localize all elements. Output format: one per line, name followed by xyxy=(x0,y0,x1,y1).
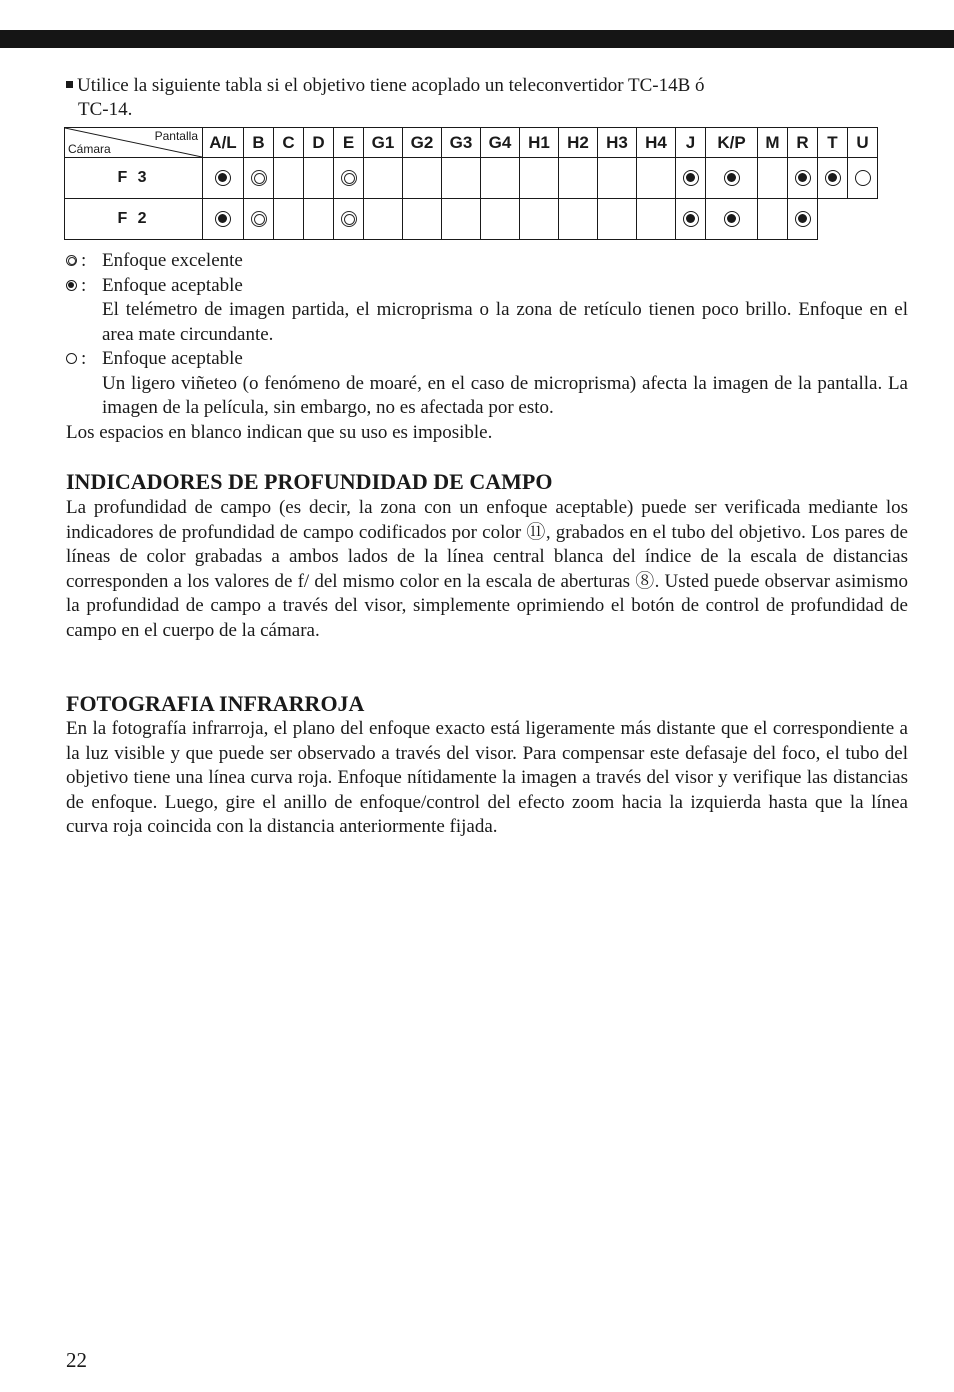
table-cell xyxy=(304,158,334,199)
row-label: F 3 xyxy=(65,158,203,199)
acceptable-focus-icon xyxy=(724,170,740,186)
table-cell xyxy=(442,158,481,199)
table-cell xyxy=(758,199,788,240)
table-cell xyxy=(244,199,274,240)
legend-separator: : xyxy=(81,348,87,369)
table-row xyxy=(65,158,878,199)
focusing-screen-table xyxy=(64,127,878,240)
section-body-depth-of-field: La profundidad de campo (es decir, la zona con un enfoque aceptable) puede ser verificada mediante los indicadores de profundidad de campo codificados por color ⑪, grabados en el tubo del objetivo. Los pares de líneas de color grabadas a ambos lados de la línea central blanca del índice de la escala de distancias corresponden a los valores de f/ del mismo color en la escala de aberturas ⑧. Usted puede observar asimismo la profundidad de campo a través del visor, simplemente oprimiendo el botón de control de profundidad de campo en el cuerpo de la cámara. xyxy=(66,497,908,641)
top-rule xyxy=(0,30,954,48)
vignette-focus-icon xyxy=(66,353,77,364)
table-cell xyxy=(676,199,706,240)
column-header: U xyxy=(848,128,878,158)
table-cell xyxy=(442,199,481,240)
column-header: G1 xyxy=(364,128,403,158)
legend-acceptable-desc: El telémetro de imagen partida, el microprisma o la zona de retículo tienen poco brillo. Enfoque en el area mate circundante. xyxy=(102,299,908,345)
intro-note xyxy=(66,74,908,122)
column-header: R xyxy=(788,128,818,158)
table-cell xyxy=(364,199,403,240)
legend-separator: : xyxy=(81,250,87,271)
column-header: H3 xyxy=(598,128,637,158)
table-cell xyxy=(598,158,637,199)
table-cell xyxy=(274,158,304,199)
acceptable-focus-icon xyxy=(683,211,699,227)
table-cell xyxy=(818,158,848,199)
table-cell xyxy=(334,199,364,240)
table-cell xyxy=(848,158,878,199)
excellent-focus-icon xyxy=(341,211,357,227)
section-body-infrared: En la fotografía infrarroja, el plano del enfoque exacto está ligeramente más distante que el correspondiente a la luz visible y que puede ser observado a través del visor. Para compensar este defasaje del foco, el tubo del objetivo tiene una línea curva roja. Enfoque nítidamente la imagen a través del visor y verifique las distancias de enfoque. Luego, gire el anillo de enfoque/control del efecto zoom hacia la izquierda hasta que la línea curva roja coincida con la distancia anteriormente fijada. xyxy=(66,718,908,838)
corner-label-camara: Cámara xyxy=(68,142,111,156)
legend-acceptable xyxy=(66,274,908,348)
table-header-row xyxy=(65,128,878,158)
column-header: E xyxy=(334,128,364,158)
acceptable-focus-icon xyxy=(215,170,231,186)
column-header: J xyxy=(676,128,706,158)
vignette-focus-icon xyxy=(855,170,871,186)
table-cell xyxy=(403,199,442,240)
table-cell xyxy=(274,199,304,240)
intro-text-cont: TC-14. xyxy=(78,99,133,120)
column-header: G3 xyxy=(442,128,481,158)
table-cell xyxy=(559,199,598,240)
intro-text: Utilice la siguiente tabla si el objetivo tiene acoplado un teleconvertidor TC-14B ó xyxy=(77,75,705,96)
table-cell xyxy=(706,199,758,240)
table-row xyxy=(65,199,878,240)
column-header: H2 xyxy=(559,128,598,158)
page-number: 22 xyxy=(66,1348,87,1372)
excellent-focus-icon xyxy=(251,211,267,227)
legend-vignette-desc: Un ligero viñeteo (o fenómeno de moaré, en el caso de microprisma) afecta la imagen de la pantalla. La imagen de la película, sin embargo, no es afectada por esto. xyxy=(102,372,908,418)
bullet-square-icon xyxy=(66,81,73,88)
table-cell xyxy=(637,158,676,199)
row-label: F 2 xyxy=(65,199,203,240)
column-header: T xyxy=(818,128,848,158)
table-cell xyxy=(334,158,364,199)
table-cell xyxy=(637,199,676,240)
table-cell xyxy=(598,199,637,240)
legend-vignette xyxy=(66,347,908,421)
table-cell xyxy=(676,158,706,199)
legend-acceptable-label: Enfoque aceptable xyxy=(102,274,243,296)
table-cell xyxy=(481,199,520,240)
excellent-focus-icon xyxy=(341,170,357,186)
table-cell xyxy=(364,158,403,199)
table-cell xyxy=(788,199,818,240)
acceptable-focus-icon xyxy=(683,170,699,186)
acceptable-focus-icon xyxy=(215,211,231,227)
legend-vignette-label: Enfoque aceptable xyxy=(102,348,243,369)
column-header: B xyxy=(244,128,274,158)
legend xyxy=(66,249,908,445)
section-heading-depth-of-field: INDICADORES DE PROFUNDIDAD DE CAMPO xyxy=(66,469,553,494)
column-header: K/P xyxy=(706,128,758,158)
column-header: D xyxy=(304,128,334,158)
legend-excellent-label: Enfoque excelente xyxy=(102,250,243,271)
table-cell xyxy=(520,199,559,240)
corner-label-pantalla: Pantalla xyxy=(154,129,198,143)
column-header: C xyxy=(274,128,304,158)
column-header: G2 xyxy=(403,128,442,158)
column-header: M xyxy=(758,128,788,158)
acceptable-focus-icon xyxy=(724,211,740,227)
acceptable-focus-icon xyxy=(66,280,77,291)
table-cell xyxy=(520,158,559,199)
table-cell xyxy=(203,199,244,240)
legend-blank-note: Los espacios en blanco indican que su uso es imposible. xyxy=(66,421,493,443)
column-header: A/L xyxy=(203,128,244,158)
table-cell xyxy=(403,158,442,199)
empty-space xyxy=(848,199,878,240)
column-header: H4 xyxy=(637,128,676,158)
table-cell xyxy=(706,158,758,199)
table-cell xyxy=(304,199,334,240)
empty-space xyxy=(818,199,848,240)
table-cell xyxy=(203,158,244,199)
table-corner-cell xyxy=(65,128,203,158)
excellent-focus-icon xyxy=(251,170,267,186)
acceptable-focus-icon xyxy=(825,170,841,186)
excellent-focus-icon xyxy=(66,255,77,266)
legend-separator: : xyxy=(81,274,87,296)
column-header: G4 xyxy=(481,128,520,158)
column-header: H1 xyxy=(520,128,559,158)
acceptable-focus-icon xyxy=(795,211,811,227)
acceptable-focus-icon xyxy=(795,170,811,186)
table-cell xyxy=(244,158,274,199)
section-heading-infrared: FOTOGRAFIA INFRARROJA xyxy=(66,691,365,716)
legend-excellent xyxy=(66,249,908,274)
table-cell xyxy=(758,158,788,199)
table-cell xyxy=(559,158,598,199)
table-cell xyxy=(788,158,818,199)
table-cell xyxy=(481,158,520,199)
